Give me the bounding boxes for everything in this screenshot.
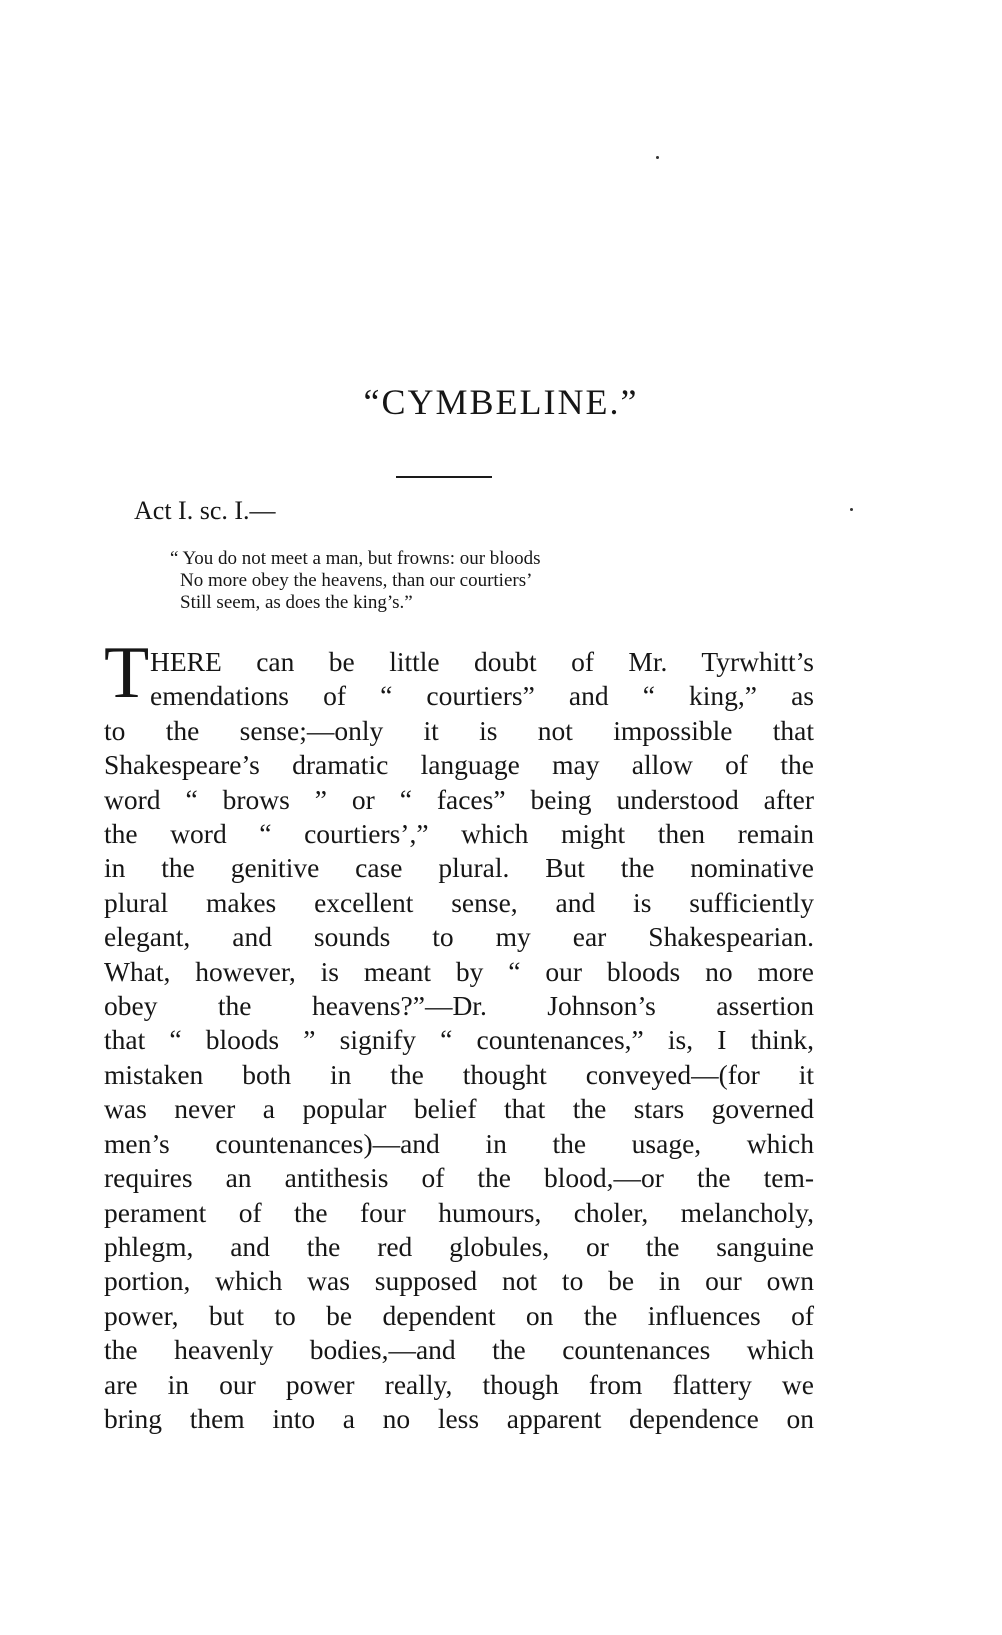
text-line: the heavenly bodies,—and the countenances which xyxy=(104,1334,814,1366)
text-line: phlegm, and the red globules, or the sanguine xyxy=(104,1230,814,1262)
quote-line: Still seem, as does the king’s.” xyxy=(180,592,413,613)
text-line: elegant, and sounds to my ear Shakespearian. xyxy=(104,921,814,953)
text-line: mistaken both in the thought conveyed—(for it xyxy=(104,1058,814,1090)
ink-speck xyxy=(656,156,659,159)
ink-speck xyxy=(850,508,853,511)
text-line: that “ bloods ” signify “ countenances,” is, I think, xyxy=(104,1024,814,1056)
text-line: in the genitive case plural. But the nominative xyxy=(104,852,814,884)
title-rule xyxy=(396,476,492,478)
chapter-title: “CYMBELINE.” xyxy=(363,382,639,422)
text-line: the word “ courtiers’,” which might then remain xyxy=(104,818,814,850)
text-line: are in our power really, though from flattery we xyxy=(104,1368,814,1400)
act-scene-heading: Act I. sc. I.— xyxy=(134,496,276,525)
text-line: requires an antithesis of the blood,—or the tem- xyxy=(104,1162,814,1194)
quote-line: “ You do not meet a man, but frowns: our bloods xyxy=(170,548,541,569)
quote-line: No more obey the heavens, than our courtiers’ xyxy=(180,570,533,591)
text-line: emendations of “ courtiers” and “ king,” as xyxy=(150,680,814,712)
text-line: was never a popular belief that the stars governed xyxy=(104,1093,814,1125)
text-line: What, however, is meant by “ our bloods no more xyxy=(104,955,814,987)
text-line: perament of the four humours, choler, melancholy, xyxy=(104,1196,814,1228)
body-paragraph xyxy=(104,645,814,1436)
text-line: plural makes excellent sense, and is sufficiently xyxy=(104,886,814,918)
text-line: Shakespeare’s dramatic language may allow of the xyxy=(104,749,814,781)
text-line: men’s countenances)—and in the usage, which xyxy=(104,1127,814,1159)
text-line: portion, which was supposed not to be in our own xyxy=(104,1265,814,1297)
epigraph-quote xyxy=(170,548,770,614)
text-line: obey the heavens?”—Dr. Johnson’s assertion xyxy=(104,990,814,1022)
drop-cap: T xyxy=(104,632,150,714)
text-line: bring them into a no less apparent dependence on xyxy=(104,1402,814,1434)
text-line: to the sense;—only it is not impossible that xyxy=(104,714,814,746)
text-line: word “ brows ” or “ faces” being understood after xyxy=(104,783,814,815)
text-line: power, but to be dependent on the influences of xyxy=(104,1299,814,1331)
text-line: HERE can be little doubt of Mr. Tyrwhitt’s xyxy=(150,646,814,677)
